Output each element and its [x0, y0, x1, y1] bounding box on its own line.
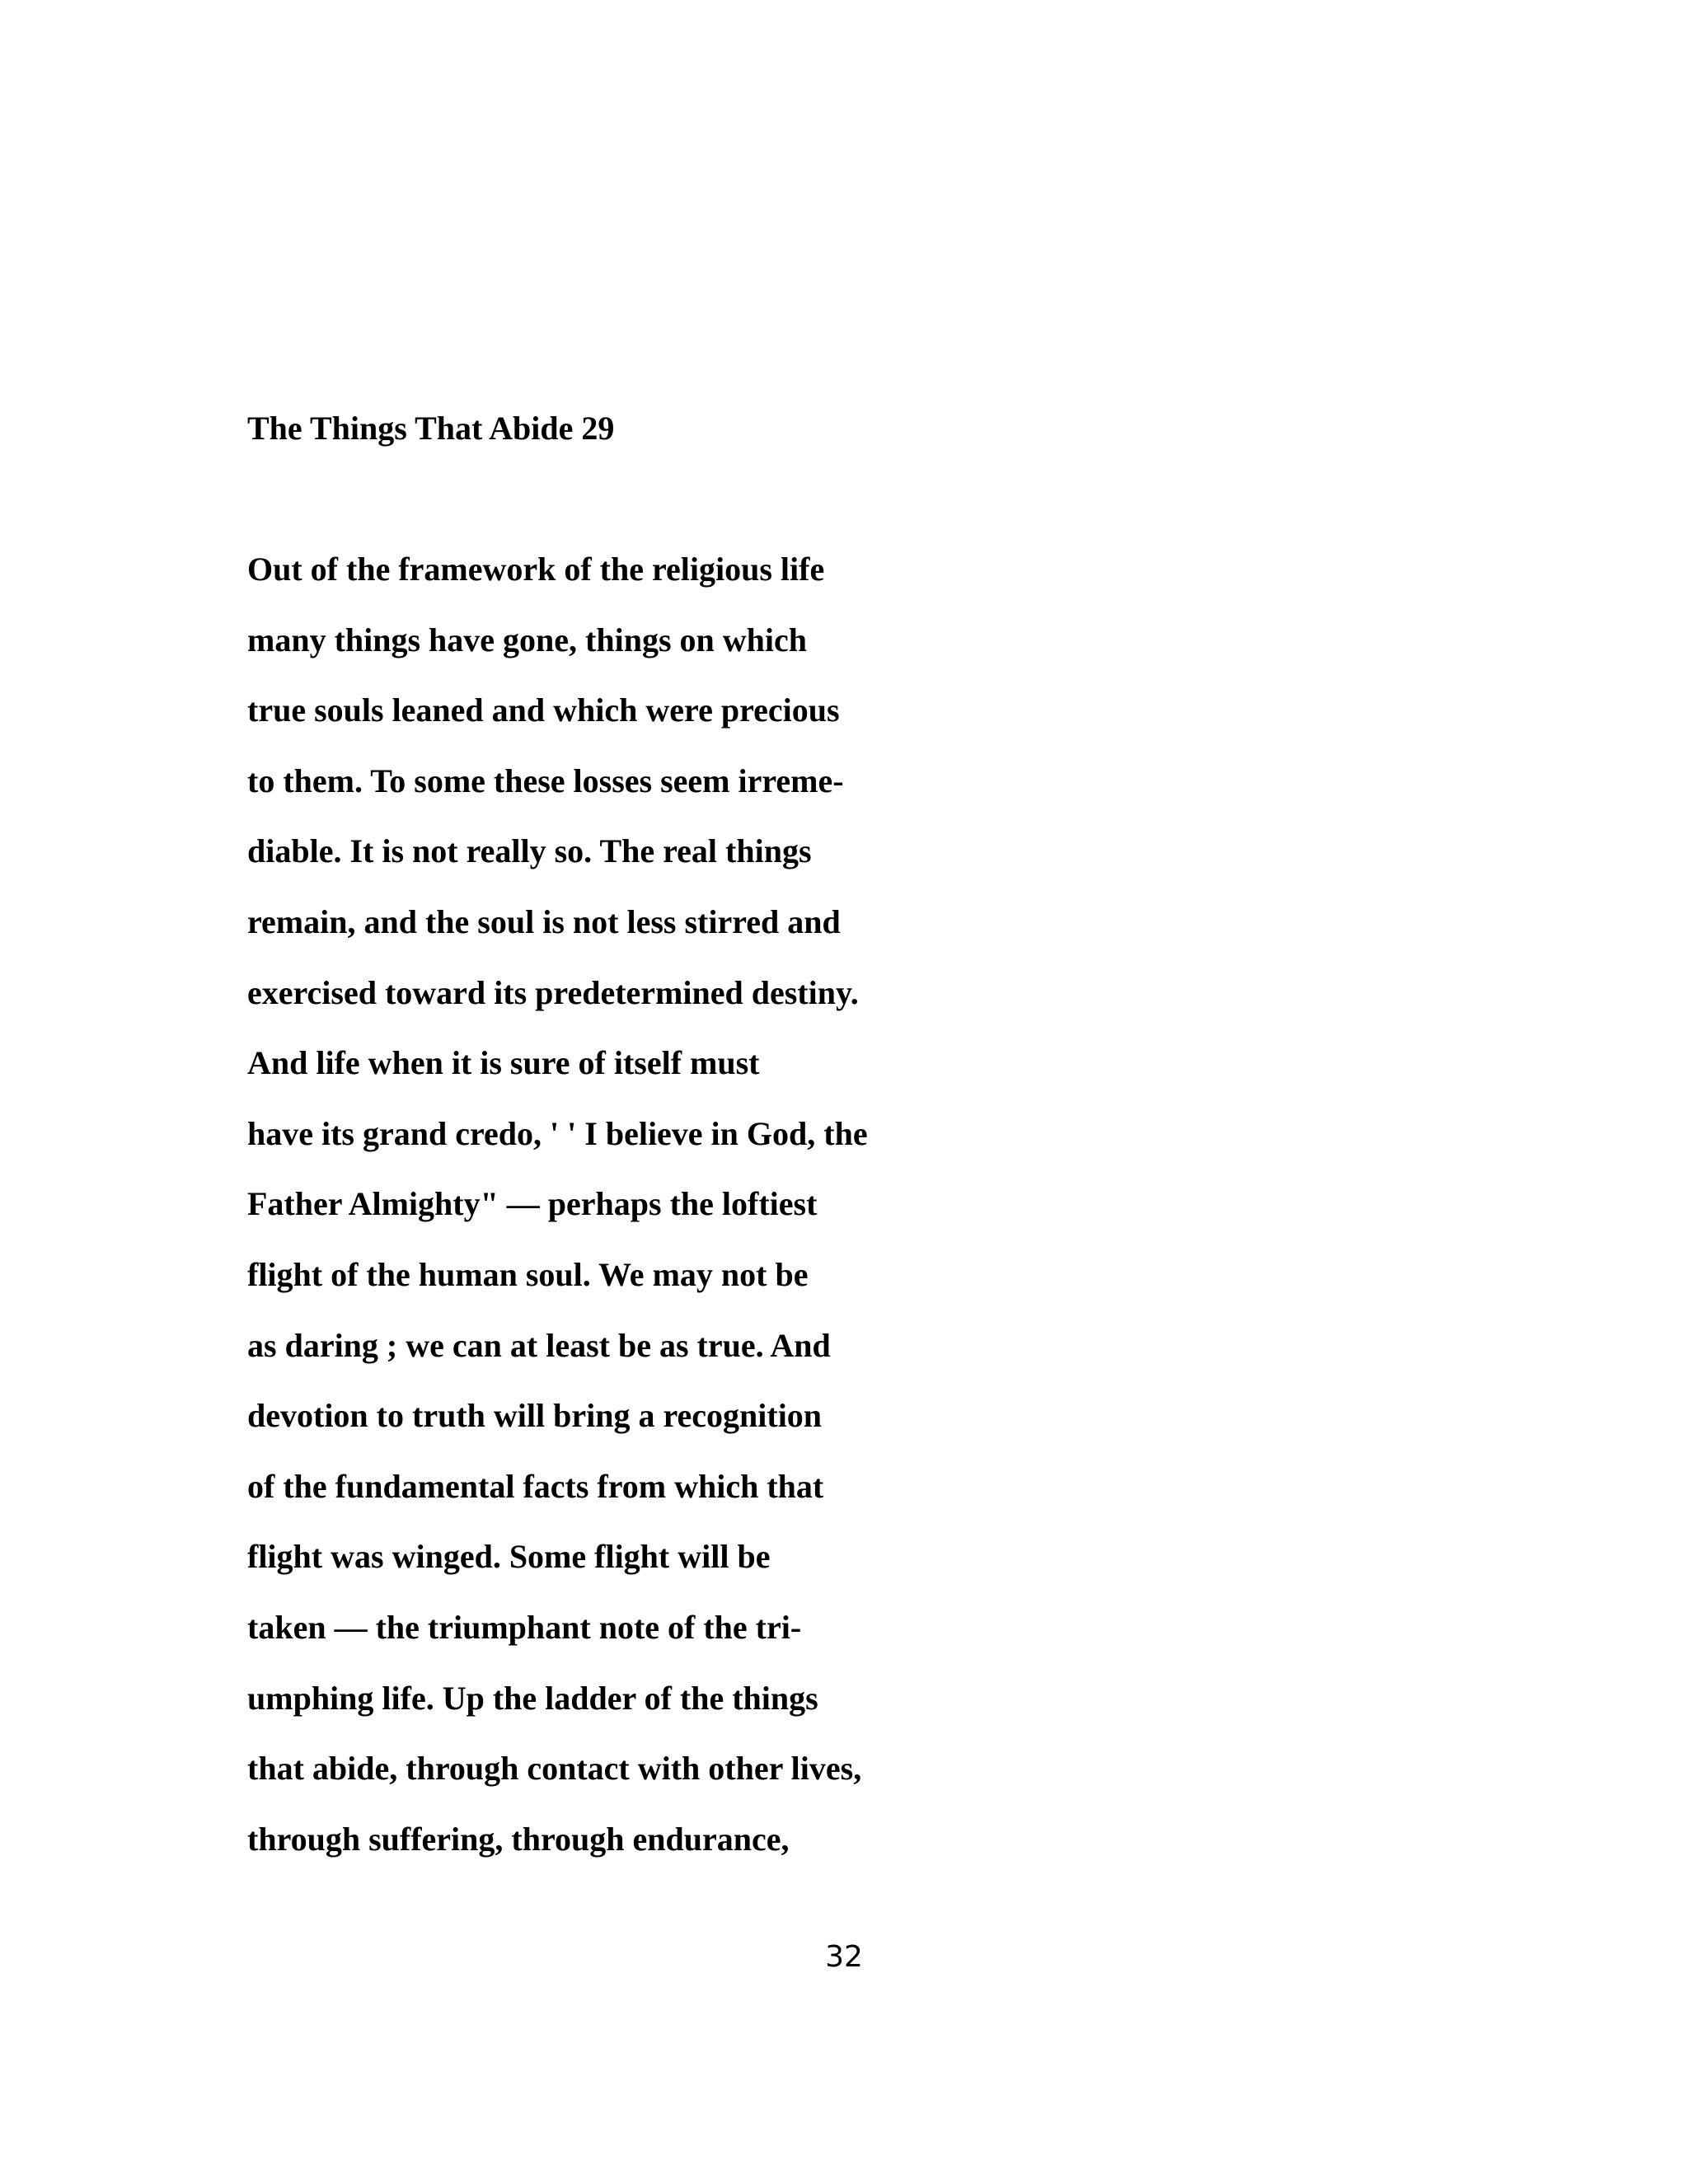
text-line: of the fundamental facts from which that: [247, 1467, 824, 1505]
text-line: true souls leaned and which were precious: [247, 691, 840, 729]
text-line: flight was winged. Some flight will be: [247, 1538, 771, 1576]
text-line: remain, and the soul is not less stirred and: [247, 902, 841, 940]
body-text: [247, 548, 868, 1888]
text-line: through suffering, through endurance,: [247, 1820, 790, 1858]
text-line: have its grand credo, ' ' I believe in God, the: [247, 1114, 868, 1152]
text-line: to them. To some these losses seem irreme-: [247, 762, 844, 799]
text-line: that abide, through contact with other lives,: [247, 1750, 862, 1788]
text-line: taken — the triumphant note of the tri-: [247, 1608, 802, 1646]
text-line: as daring ; we can at least be as true. And: [247, 1326, 831, 1364]
text-line: exercised toward its predetermined destiny.: [247, 973, 859, 1011]
text-line: Father Almighty" — perhaps the loftiest: [247, 1185, 818, 1223]
running-head: The Things That Abide 29: [247, 410, 615, 447]
page-number: 32: [825, 1940, 863, 1974]
text-line: And life when it is sure of itself must: [247, 1044, 760, 1082]
text-line: umphing life. Up the ladder of the things: [247, 1679, 818, 1717]
text-line: many things have gone, things on which: [247, 621, 808, 658]
text-line: flight of the human soul. We may not be: [247, 1255, 809, 1293]
text-line: diable. It is not really so. The real things: [247, 832, 812, 870]
text-line: Out of the framework of the religious life: [247, 551, 825, 588]
text-line: devotion to truth will bring a recognition: [247, 1397, 823, 1435]
